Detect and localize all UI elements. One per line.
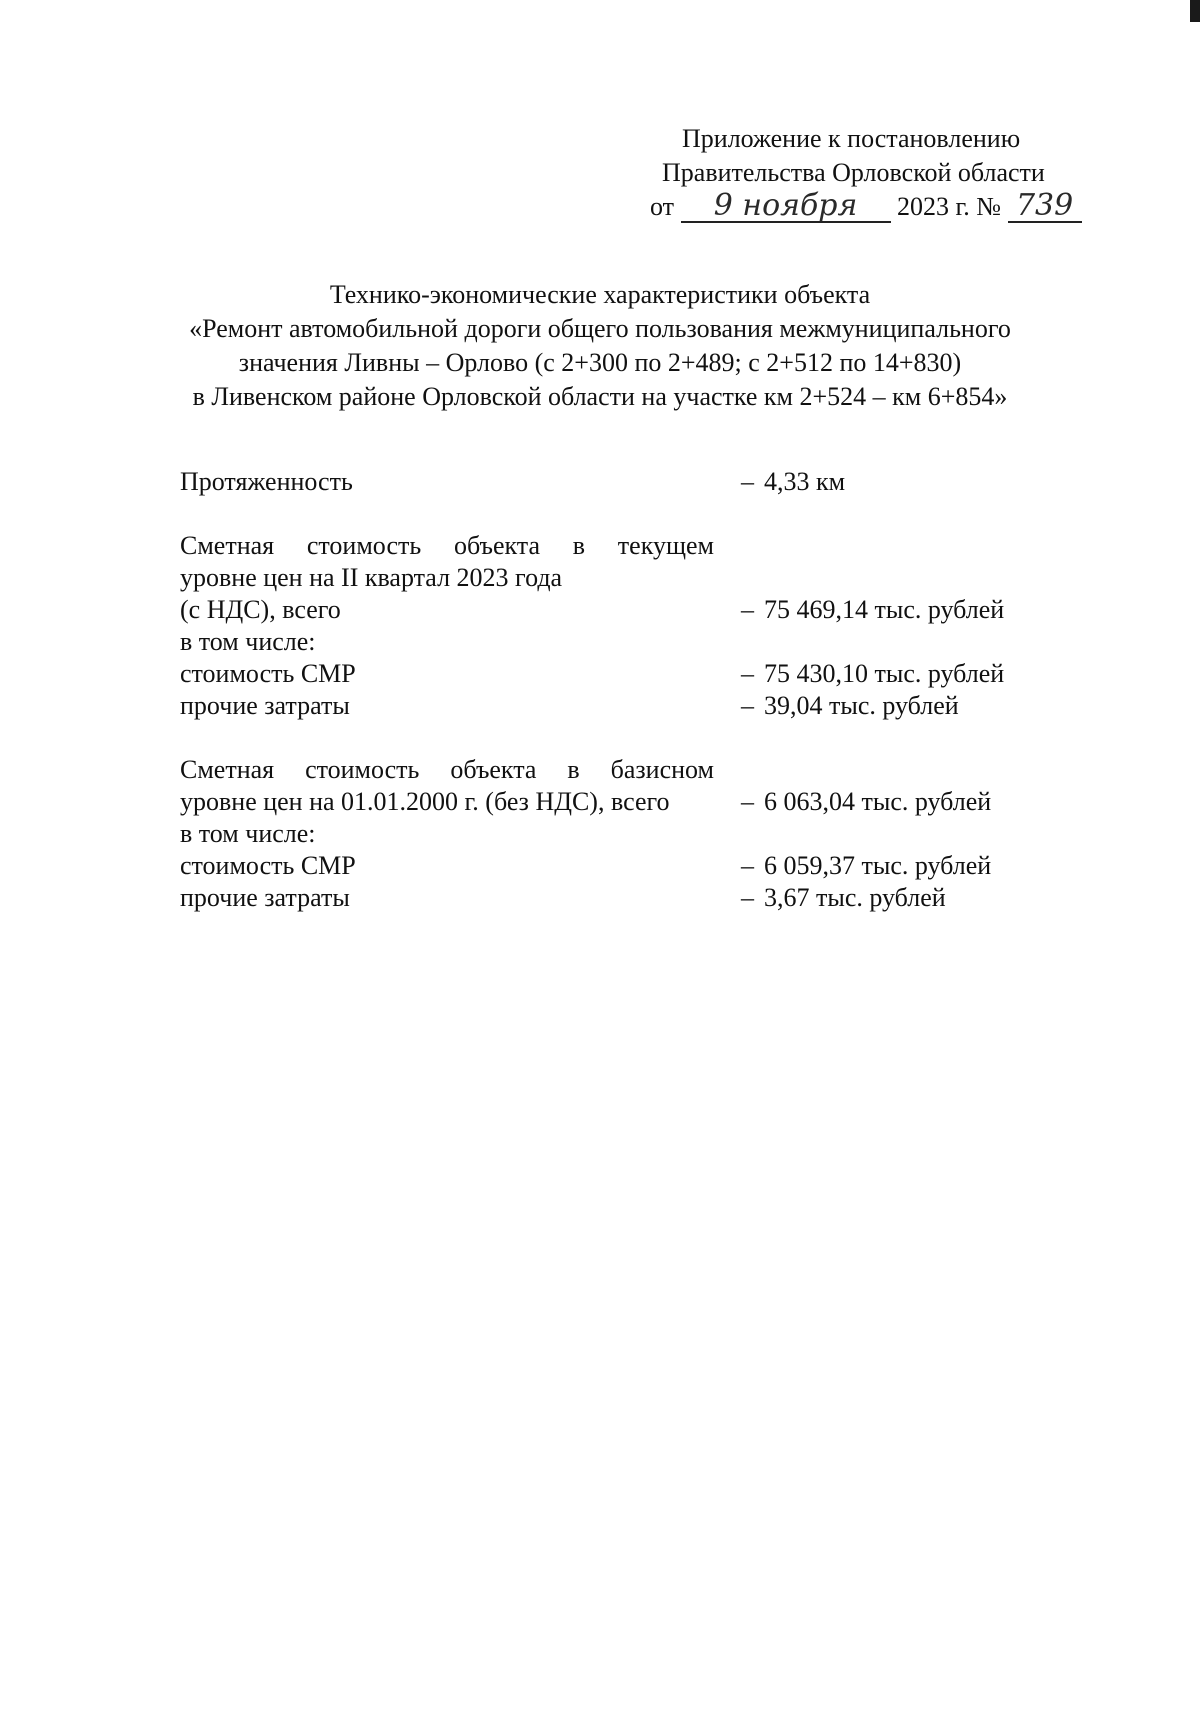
base-other-value: 3,67 тыс. рублей xyxy=(764,883,946,912)
date-prefix: от xyxy=(650,192,675,221)
current-other-dash: – xyxy=(741,691,754,720)
scan-edge-mark xyxy=(1190,0,1200,22)
attachment-date-line xyxy=(640,190,1080,224)
length-row xyxy=(180,466,1080,498)
current-label-line-1: Сметная стоимость объекта в текущем xyxy=(180,531,714,560)
base-other-label: прочие затраты xyxy=(180,883,350,912)
base-total-dash: – xyxy=(741,787,754,816)
current-smr-value: 75 430,10 тыс. рублей xyxy=(764,659,1005,688)
base-total-value: 6 063,04 тыс. рублей xyxy=(764,787,992,816)
length-value: 4,33 км xyxy=(764,467,846,496)
current-label-line-2: уровне цен на II квартал 2023 года xyxy=(180,563,563,592)
current-label-line-3: (с НДС), всего xyxy=(180,595,341,624)
base-label-line-2: уровне цен на 01.01.2000 г. (без НДС), всего xyxy=(180,787,670,816)
base-including-label: в том числе: xyxy=(180,819,316,848)
base-label-row-1 xyxy=(180,754,1080,786)
base-smr-dash: – xyxy=(741,851,754,880)
current-label-row-2 xyxy=(180,562,1080,594)
current-other-value: 39,04 тыс. рублей xyxy=(764,691,959,720)
current-label-row-1 xyxy=(180,530,1080,562)
date-year: 2023 г. № xyxy=(897,192,1002,221)
handwritten-date: 9 ноября xyxy=(681,191,891,223)
base-other-row xyxy=(180,882,1080,914)
attachment-header xyxy=(640,122,1080,224)
base-including-row xyxy=(180,818,1080,850)
current-total-dash: – xyxy=(741,595,754,624)
spacer xyxy=(180,498,1080,530)
current-smr-row xyxy=(180,658,1080,690)
length-label: Протяженность xyxy=(180,467,353,496)
base-other-dash: – xyxy=(741,883,754,912)
base-label-line-1: Сметная стоимость объекта в базисном xyxy=(180,755,714,784)
length-dash: – xyxy=(741,467,754,496)
attachment-line-1: Приложение к постановлению xyxy=(682,124,1021,153)
current-including-row xyxy=(180,626,1080,658)
current-total-row xyxy=(180,594,1080,626)
title-line-2: «Ремонт автомобильной дороги общего пользования межмуниципального xyxy=(189,314,1011,343)
base-smr-label: стоимость СМР xyxy=(180,851,356,880)
title-line-1: Технико-экономические характеристики объекта xyxy=(329,280,871,309)
current-including-label: в том числе: xyxy=(180,627,316,656)
title-line-4: в Ливенском районе Орловской области на участке км 2+524 – км 6+854» xyxy=(192,382,1008,411)
base-smr-row xyxy=(180,850,1080,882)
spacer xyxy=(180,722,1080,754)
current-other-label: прочие затраты xyxy=(180,691,350,720)
base-smr-value: 6 059,37 тыс. рублей xyxy=(764,851,992,880)
attachment-line-2: Правительства Орловской области xyxy=(662,158,1045,187)
title-line-3: значения Ливны – Орлово (с 2+300 по 2+489; с 2+512 по 14+830) xyxy=(238,348,962,377)
current-smr-label: стоимость СМР xyxy=(180,659,356,688)
characteristics-list xyxy=(180,466,1080,914)
handwritten-number: 739 xyxy=(1008,191,1082,223)
document-title xyxy=(120,278,1080,414)
current-smr-dash: – xyxy=(741,659,754,688)
current-other-row xyxy=(180,690,1080,722)
base-total-row xyxy=(180,786,1080,818)
current-total-value: 75 469,14 тыс. рублей xyxy=(764,595,1005,624)
